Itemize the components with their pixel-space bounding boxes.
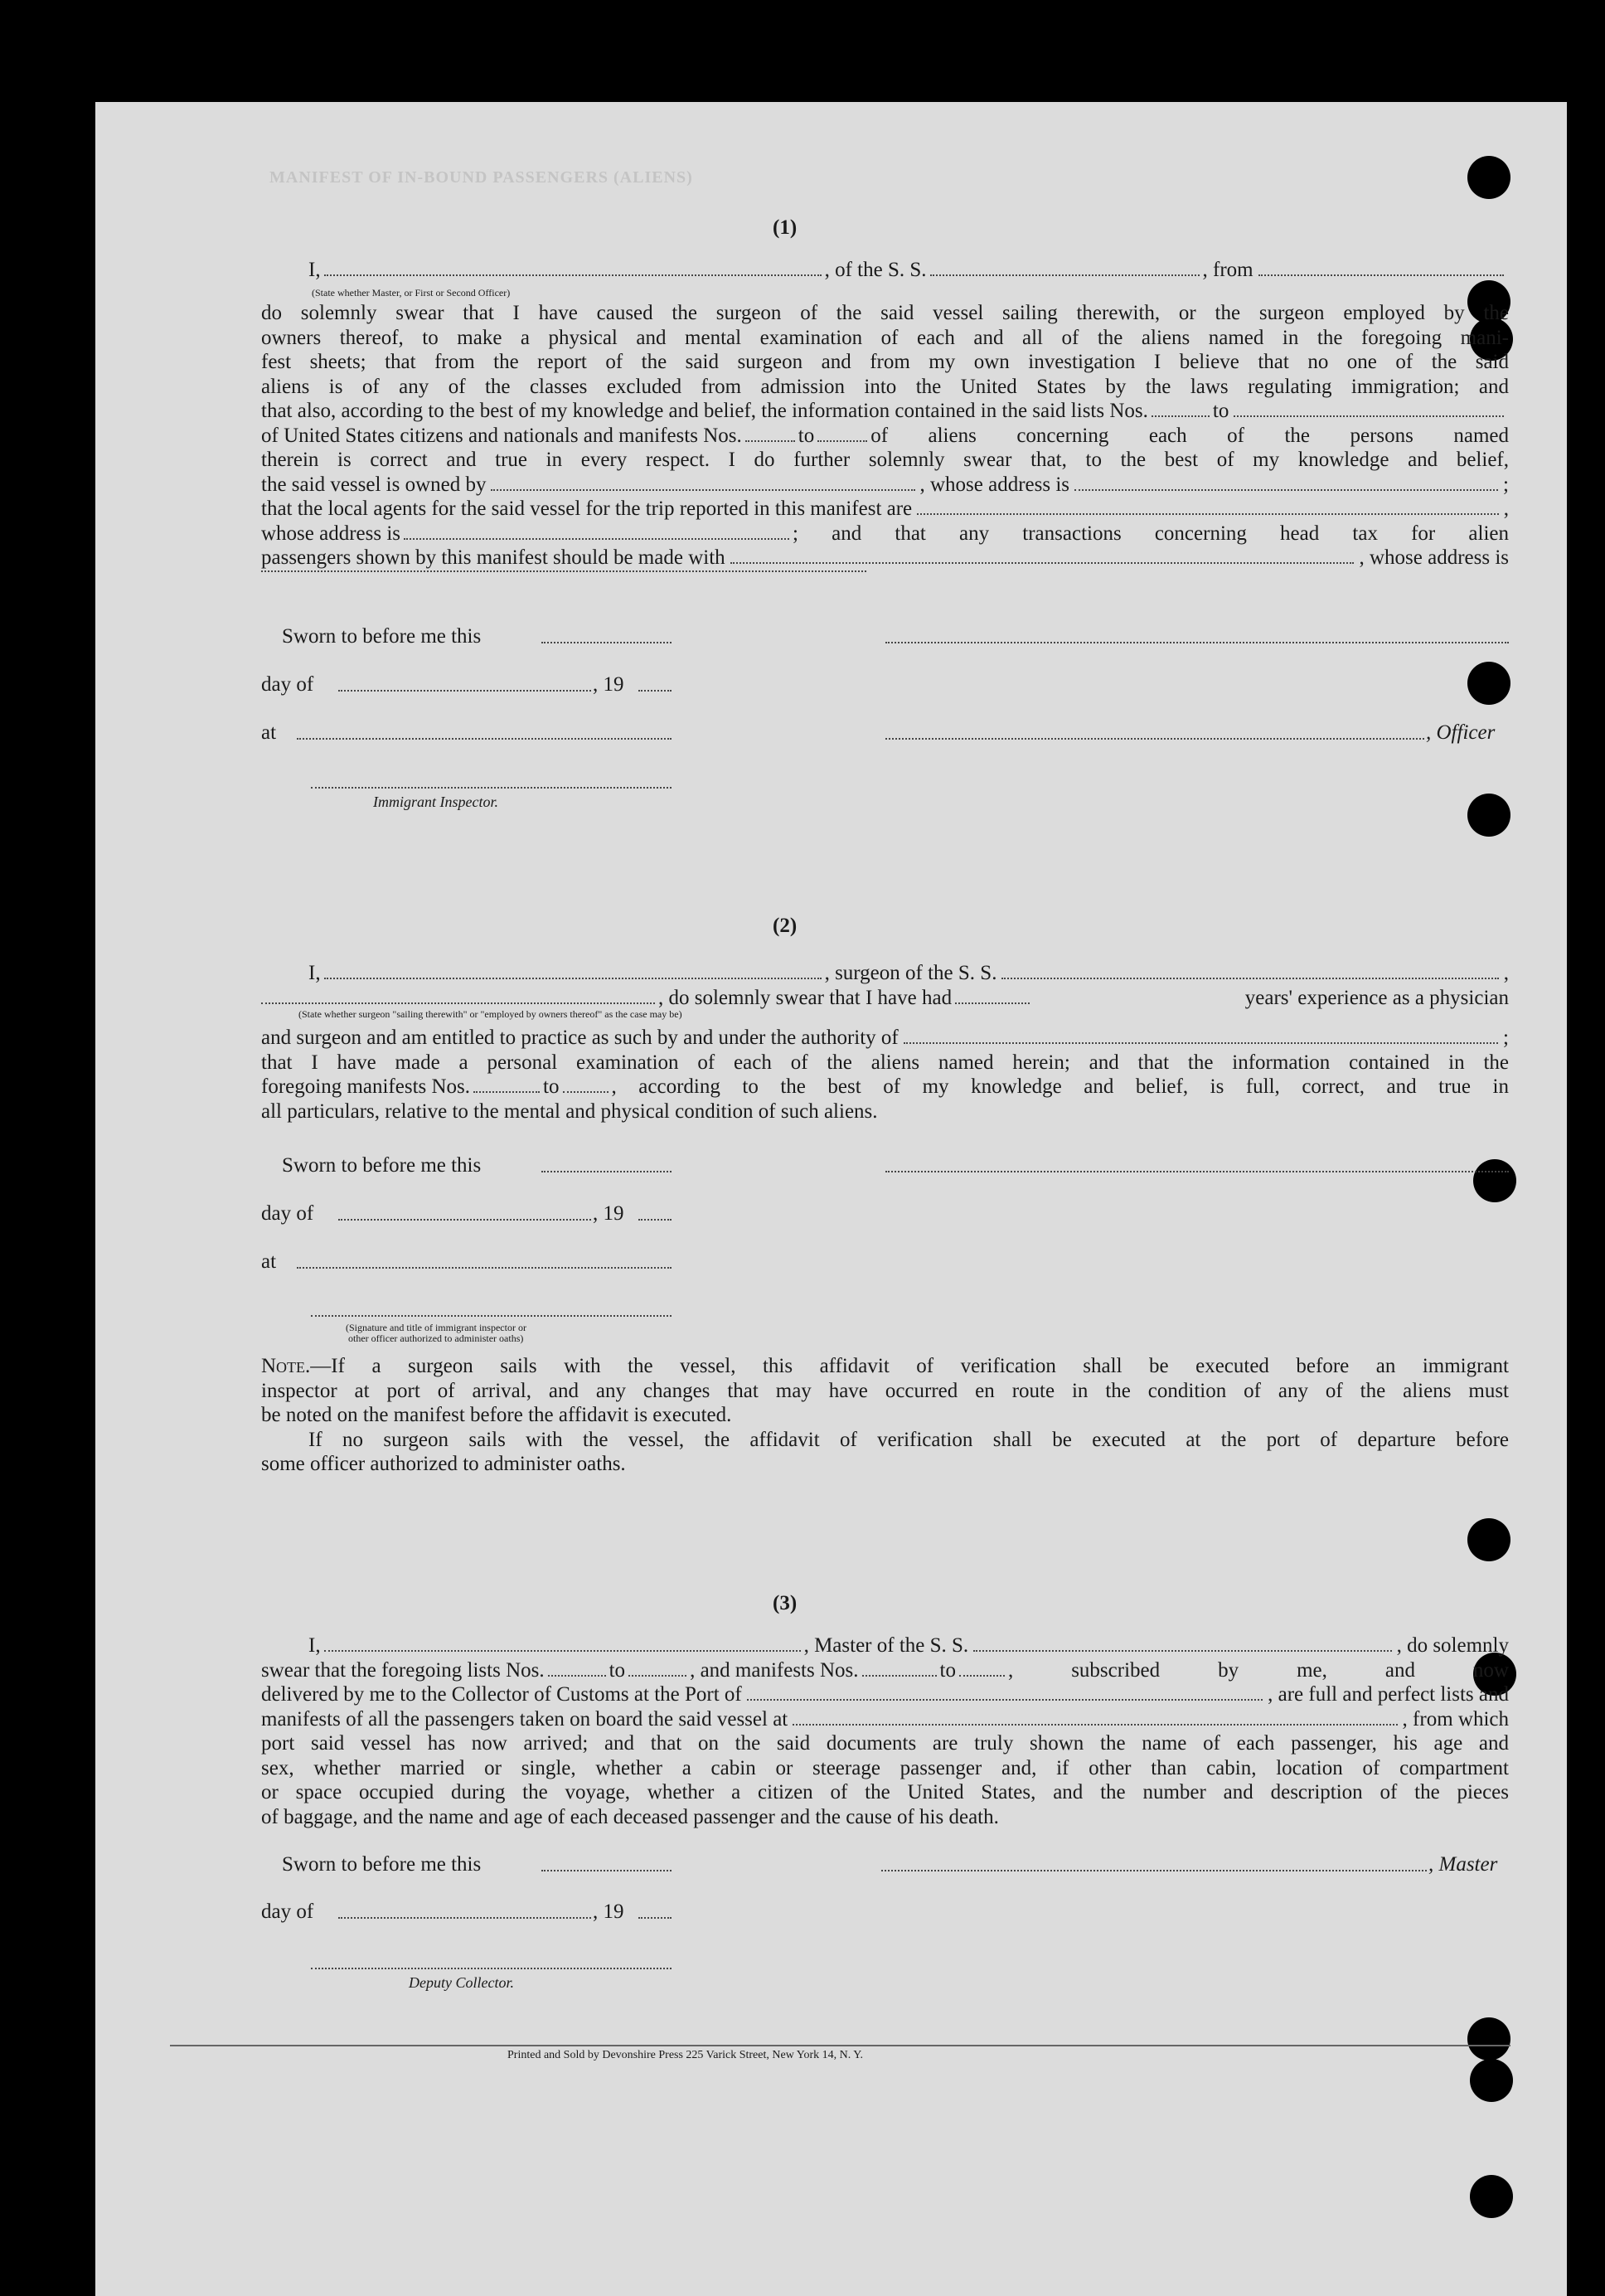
- punch-hole: [1470, 2175, 1513, 2218]
- text-line: years' experience as a physician: [1244, 986, 1509, 1009]
- year-field[interactable]: [638, 1917, 672, 1919]
- faint-header: MANIFEST OF IN-BOUND PASSENGERS (ALIENS): [269, 168, 693, 187]
- list-to-field[interactable]: [1234, 415, 1504, 417]
- punch-hole: [1467, 156, 1510, 199]
- from-port-field[interactable]: [1258, 274, 1504, 276]
- authority-field[interactable]: [904, 1042, 1498, 1044]
- year-field[interactable]: [638, 690, 672, 692]
- at-label: at: [261, 1250, 277, 1273]
- text-line: of aliens concerning each of the persons named: [870, 424, 1509, 447]
- surgeon-signature-field[interactable]: [885, 1171, 1509, 1172]
- manifest-to-field[interactable]: [959, 1675, 1005, 1677]
- caption-signature: other officer authorized to administer oaths): [348, 1332, 524, 1344]
- section-number: (2): [773, 915, 798, 937]
- text-line: , do solemnly: [1396, 1634, 1509, 1657]
- text-line: the said vessel is owned by: [261, 473, 487, 496]
- list-from-field[interactable]: [1152, 415, 1210, 417]
- officer-name-field[interactable]: [324, 274, 822, 276]
- label-surgeon-of-ss: , surgeon of the S. S.: [824, 962, 997, 984]
- punch-hole: [1467, 2017, 1510, 2061]
- day-month-field[interactable]: [338, 1219, 591, 1221]
- list-to-field[interactable]: [628, 1675, 686, 1677]
- master-name-field[interactable]: [324, 1650, 801, 1652]
- agents-address-field[interactable]: [404, 538, 789, 540]
- local-agents-field[interactable]: [917, 513, 1499, 515]
- day-month-field[interactable]: [338, 1917, 591, 1919]
- inspector-label: Immigrant Inspector.: [373, 794, 498, 810]
- vessel-name-field[interactable]: [930, 274, 1200, 276]
- section2-line1: [261, 961, 1509, 1010]
- label-master-of-ss: , Master of the S. S.: [803, 1634, 969, 1657]
- label-to: to: [609, 1658, 626, 1682]
- label-of-ss: , of the S. S.: [824, 259, 927, 281]
- sworn-date-field[interactable]: [541, 1171, 672, 1172]
- place-field[interactable]: [297, 738, 672, 740]
- punch-hole: [1467, 794, 1510, 837]
- surgeon-status-field[interactable]: [261, 1002, 655, 1004]
- at-label: at: [261, 721, 277, 744]
- footer-rule: [170, 2045, 1510, 2046]
- text-line: , according to the best of my knowledge and belief, is full, correct, and true in: [611, 1075, 1509, 1098]
- master-vessel-field[interactable]: [973, 1650, 1391, 1652]
- text-line: owners thereof, to make a physical and mental examination of each and all of the aliens named in the foregoing mani-: [261, 326, 1509, 349]
- section1-header-line: [261, 258, 1509, 283]
- text-line: passengers shown by this manifest should be made with: [261, 546, 725, 569]
- punch-hole: [1473, 1159, 1516, 1202]
- label-to: to: [798, 424, 815, 447]
- label-whose-address: , whose address is: [919, 473, 1070, 496]
- text-line: some officer authorized to administer oaths.: [261, 1453, 626, 1475]
- label-i: I,: [308, 962, 321, 984]
- section-number: (3): [773, 1592, 798, 1614]
- section3-paragraph: [261, 1633, 1509, 1829]
- note-label: Note.: [261, 1355, 311, 1377]
- years-experience-field[interactable]: [955, 1002, 1030, 1004]
- text-line: therein is correct and true in every respect. I do further solemnly swear that, to the best of my knowledge and belief,: [261, 449, 1509, 471]
- officer-signature-field[interactable]: [885, 642, 1509, 643]
- section2-paragraph: [261, 1026, 1509, 1124]
- master-label: , Master: [1428, 1853, 1498, 1876]
- note-paragraph: [261, 1354, 1509, 1477]
- caption-officer-rank: (State whether Master, or First or Second Officer): [312, 287, 511, 299]
- text-line: and surgeon and am entitled to practice as such by and under the authority of: [261, 1027, 899, 1049]
- text-line: port said vessel has now arrived; and that on the said documents are truly shown the name of each passenger, his age and: [261, 1732, 1509, 1755]
- label-i: I,: [308, 1634, 321, 1657]
- head-tax-party-field[interactable]: [730, 562, 1355, 564]
- sworn-date-field[interactable]: [541, 642, 672, 643]
- surgeon-vessel-field[interactable]: [1001, 978, 1498, 979]
- manifest-page: [95, 102, 1567, 2296]
- caption-surgeon-status: (State whether surgeon "sailing therewith" or "employed by owners thereof" as the case may be): [298, 1008, 682, 1020]
- text-line: inspector at port of arrival, and any changes that may have occurred en route in the condition of any of the aliens must: [261, 1379, 1509, 1402]
- manifest-to-field[interactable]: [563, 1091, 609, 1093]
- day-of-label: day of: [261, 673, 314, 696]
- text-line: that also, according to the best of my knowledge and belief, the information contained in the said lists Nos.: [261, 400, 1148, 422]
- deputy-signature-field[interactable]: [311, 1968, 672, 1969]
- text-line: of United States citizens and nationals and manifests Nos.: [261, 424, 742, 447]
- year-label: , 19: [593, 673, 624, 696]
- day-of-label: day of: [261, 1202, 314, 1225]
- section-number: (1): [773, 216, 798, 239]
- text-line: , are full and perfect lists and: [1268, 1683, 1509, 1706]
- label-i: I,: [308, 259, 321, 281]
- punct: ,: [1503, 498, 1509, 520]
- printer-imprint: Printed and Sold by Devonshire Press 225 Varick Street, New York 14, N. Y.: [507, 2049, 864, 2061]
- head-tax-address-field[interactable]: [261, 570, 866, 572]
- text-line: , do solemnly swear that I have had: [658, 986, 953, 1009]
- punch-hole: [1470, 2059, 1513, 2102]
- text-line: ; and that any transactions concerning head tax for alien: [793, 522, 1509, 545]
- punch-hole: [1467, 662, 1510, 705]
- text-line: If no surgeon sails with the vessel, the affidavit of verification shall be executed at the port of departure before: [308, 1428, 1509, 1451]
- text-line: swear that the foregoing lists Nos.: [261, 1658, 545, 1682]
- sworn-date-field[interactable]: [541, 1870, 672, 1871]
- label-to: to: [543, 1075, 560, 1098]
- label-from: , from: [1202, 259, 1253, 281]
- inspector-signature-field[interactable]: [311, 787, 672, 789]
- text-line: of baggage, and the name and age of each deceased passenger and the cause of his death.: [261, 1805, 999, 1828]
- officer-label: , Officer: [1426, 721, 1496, 744]
- day-of-label: day of: [261, 1900, 314, 1923]
- text-line: or space occupied during the voyage, whether a citizen of the United States, and the number and description of the pieces: [261, 1781, 1509, 1803]
- text-line: do solemnly swear that I have caused the surgeon of the said vessel sailing therewith, or the surgeon employed by the: [261, 302, 1509, 324]
- year-label: , 19: [593, 1900, 624, 1923]
- text-line: be noted on the manifest before the affidavit is executed.: [261, 1404, 732, 1426]
- caption-signature: (Signature and title of immigrant inspector or: [346, 1322, 526, 1333]
- place-field[interactable]: [297, 1267, 672, 1269]
- manifest-from-field[interactable]: [473, 1091, 540, 1093]
- inspector-signature-field[interactable]: [311, 1315, 672, 1317]
- text-line: that I have made a personal examination of each of the aliens named herein; and that the information contained in the: [261, 1051, 1509, 1074]
- label-whose-address: , whose address is: [1359, 546, 1509, 569]
- punct: ;: [1503, 473, 1509, 496]
- sworn-label: Sworn to before me this: [282, 1154, 482, 1177]
- boarding-port-field[interactable]: [793, 1724, 1397, 1726]
- deputy-collector-label: Deputy Collector.: [409, 1974, 514, 1991]
- text-line: manifests of all the passengers taken on board the said vessel at: [261, 1707, 788, 1730]
- text-line: all particulars, relative to the mental and physical condition of such aliens.: [261, 1099, 878, 1123]
- master-signature-field[interactable]: [881, 1870, 1427, 1871]
- label-whose-address: whose address is: [261, 522, 401, 545]
- text-line: fest sheets; that from the report of the said surgeon and from my own investigation I believe that no one of the said: [261, 351, 1509, 373]
- text-line: , from which: [1402, 1707, 1509, 1730]
- punct: ;: [1503, 1027, 1509, 1049]
- sworn-label: Sworn to before me this: [282, 625, 482, 648]
- text-line: , subscribed by me, and now: [1007, 1658, 1509, 1682]
- punct: ,: [1503, 962, 1509, 984]
- punch-hole: [1467, 1518, 1510, 1561]
- text-line: —If a surgeon sails with the vessel, this affidavit of verification shall be executed before an immigrant: [310, 1355, 1509, 1377]
- owner-field[interactable]: [491, 489, 914, 491]
- officer-title-field[interactable]: [885, 738, 1424, 740]
- day-month-field[interactable]: [338, 690, 591, 692]
- text-line: sex, whether married or single, whether a cabin or steerage passenger and, if other than cabin, location of compartment: [261, 1756, 1509, 1779]
- text-line: foregoing manifests Nos.: [261, 1075, 471, 1098]
- text-line: delivered by me to the Collector of Customs at the Port of: [261, 1683, 742, 1706]
- list-from-field[interactable]: [548, 1675, 606, 1677]
- text-line: , and manifests Nos.: [690, 1658, 859, 1682]
- port-field[interactable]: [747, 1699, 1263, 1701]
- label-to: to: [1212, 400, 1229, 422]
- surgeon-name-field[interactable]: [324, 978, 822, 979]
- year-label: , 19: [593, 1202, 624, 1225]
- manifest-from-field[interactable]: [745, 440, 795, 442]
- owner-address-field[interactable]: [1074, 489, 1498, 491]
- year-field[interactable]: [638, 1219, 672, 1221]
- sworn-label: Sworn to before me this: [282, 1853, 482, 1876]
- text-line: aliens is of any of the classes excluded from admission into the United States by the laws regulating immigration; and: [261, 375, 1509, 398]
- manifest-from-field[interactable]: [862, 1675, 937, 1677]
- section1-paragraph: [261, 301, 1509, 595]
- text-line: that the local agents for the said vessel for the trip reported in this manifest are: [261, 498, 913, 520]
- label-to: to: [939, 1658, 956, 1682]
- manifest-to-field[interactable]: [817, 440, 867, 442]
